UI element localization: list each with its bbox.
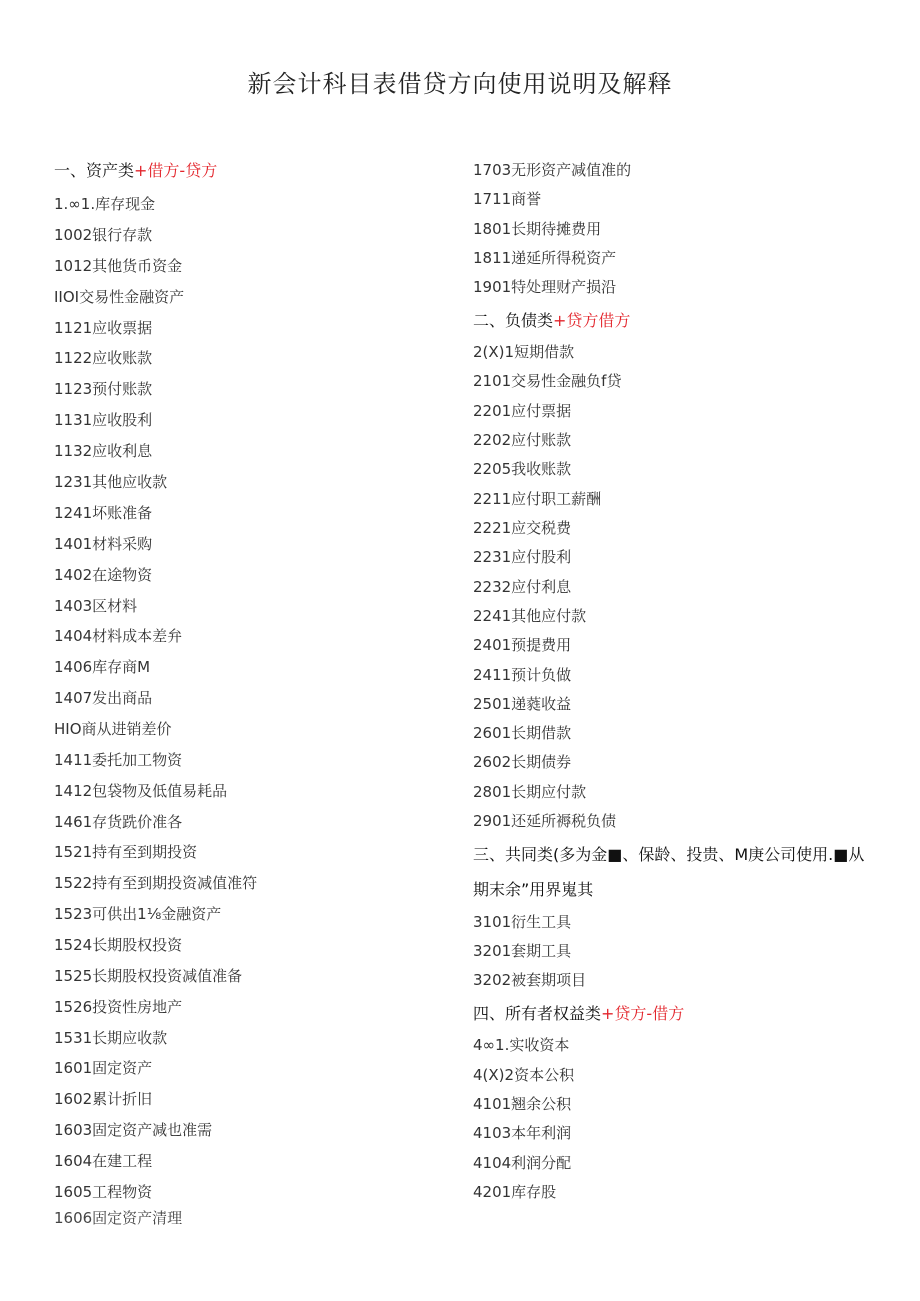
account-item-truncated: 1606固定资产清理 [54,1209,183,1227]
account-item: 4101翘余公积 [473,1095,572,1113]
account-item: 1605工程物资 [54,1183,153,1201]
account-item: 2241其他应付款 [473,607,587,625]
account-item: 2401预提费用 [473,636,572,654]
account-item: 1526投资性房地产 [54,998,183,1016]
account-item: 1521持有至到期投资 [54,843,198,861]
account-item: 1123预付账款 [54,380,153,398]
debit-credit-direction: +贷方-借方 [601,1004,685,1023]
account-item: 1901特处理财产损沿 [473,278,617,296]
account-item: 1525长期股权投资减值准备 [54,967,243,985]
account-item: 2601长期借款 [473,724,572,742]
account-item: HIO商从进销差价 [54,720,172,738]
account-item: IIOI交易性金融资产 [54,288,185,306]
account-item: 2501递蕤收益 [473,695,572,713]
account-item: 1801长期待摊费用 [473,220,602,238]
account-item: 2221应交税费 [473,519,572,537]
account-item: 2231应付股利 [473,548,572,566]
account-item: 2602长期债券 [473,753,572,771]
account-item: 2901还延所褥税负债 [473,812,617,830]
account-item: 3202被套期项目 [473,971,587,989]
account-item: 1602累计折旧 [54,1090,153,1108]
account-item: 1132应收利息 [54,442,153,460]
account-item: 1401材料采购 [54,535,153,553]
account-item: 1411委托加工物资 [54,751,183,769]
account-item: 2205我收账款 [473,460,572,478]
account-item: 1403区材料 [54,597,138,615]
account-item: 2101交易性金融负f贷 [473,372,622,390]
account-item: 1711商誉 [473,190,542,208]
page-title: 新会计科目表借贷方向使用说明及解释 [247,70,673,98]
account-item: 2801长期应付款 [473,783,587,801]
section-label: 一、资产类 [54,161,135,180]
account-item: 1012其他货币资金 [54,257,183,275]
section-heading-equity [473,1004,684,1024]
account-item: 1241坏账准备 [54,504,153,522]
debit-credit-direction: +借方-贷方 [134,161,218,180]
account-item: 1002银行存款 [54,226,153,244]
account-item: 1811递延所得税资产 [473,249,617,267]
account-item: 1131应收股利 [54,411,153,429]
account-item: 3101衍生工具 [473,913,572,931]
section-label: 四、所有者权益类 [473,1004,602,1023]
account-item: 2201应付票据 [473,402,572,420]
account-item: 1524长期股权投资 [54,936,183,954]
account-item: 1404材料成本差弁 [54,627,183,645]
section-heading-assets [54,161,217,181]
section-heading-common-cont: 期末余”用界嵬其 [473,880,594,899]
account-item: 1231其他应收款 [54,473,168,491]
account-item: 4∞1.实收资本 [473,1036,570,1054]
account-item: 2411预计负做 [473,666,572,684]
account-item: 1522持有至到期投资减值准符 [54,874,258,892]
debit-credit-direction: +贷方借方 [553,311,631,330]
account-item: 1461存货跣价准各 [54,813,183,831]
account-item: 1402在途物资 [54,566,153,584]
account-item: 1523可供出1⅛金融资产 [54,905,222,923]
account-item: 1703无形资产减值准的 [473,161,632,179]
account-item: 1122应收账款 [54,349,153,367]
section-heading-liabilities [473,311,630,331]
account-item: 1406库存商M [54,658,151,676]
account-item: 1531长期应收款 [54,1029,168,1047]
account-item: 1601固定资产 [54,1059,153,1077]
account-item: 1603固定资产减也准需 [54,1121,213,1139]
section-heading-common: 三、共同类(多为金■、保龄、投贵、M庚公司使用.■从 [473,845,865,864]
account-item: 2211应付职工薪酬 [473,490,602,508]
account-item: 4(X)2资本公积 [473,1066,575,1084]
account-item: 2202应付账款 [473,431,572,449]
account-item: 2232应付利息 [473,578,572,596]
account-item: 4104利润分配 [473,1154,572,1172]
account-item: 4103本年利润 [473,1124,572,1142]
account-item: 2(X)1短期借款 [473,343,575,361]
account-item: 1407发出商品 [54,689,153,707]
section-label: 二、负债类 [473,311,554,330]
account-item: 1412包袋物及低值易耗品 [54,782,228,800]
account-item: 1.∞1.库存现金 [54,195,156,213]
account-item: 3201套期工具 [473,942,572,960]
account-item: 4201库存股 [473,1183,557,1201]
account-item: 1121应收票据 [54,319,153,337]
account-item: 1604在建工程 [54,1152,153,1170]
